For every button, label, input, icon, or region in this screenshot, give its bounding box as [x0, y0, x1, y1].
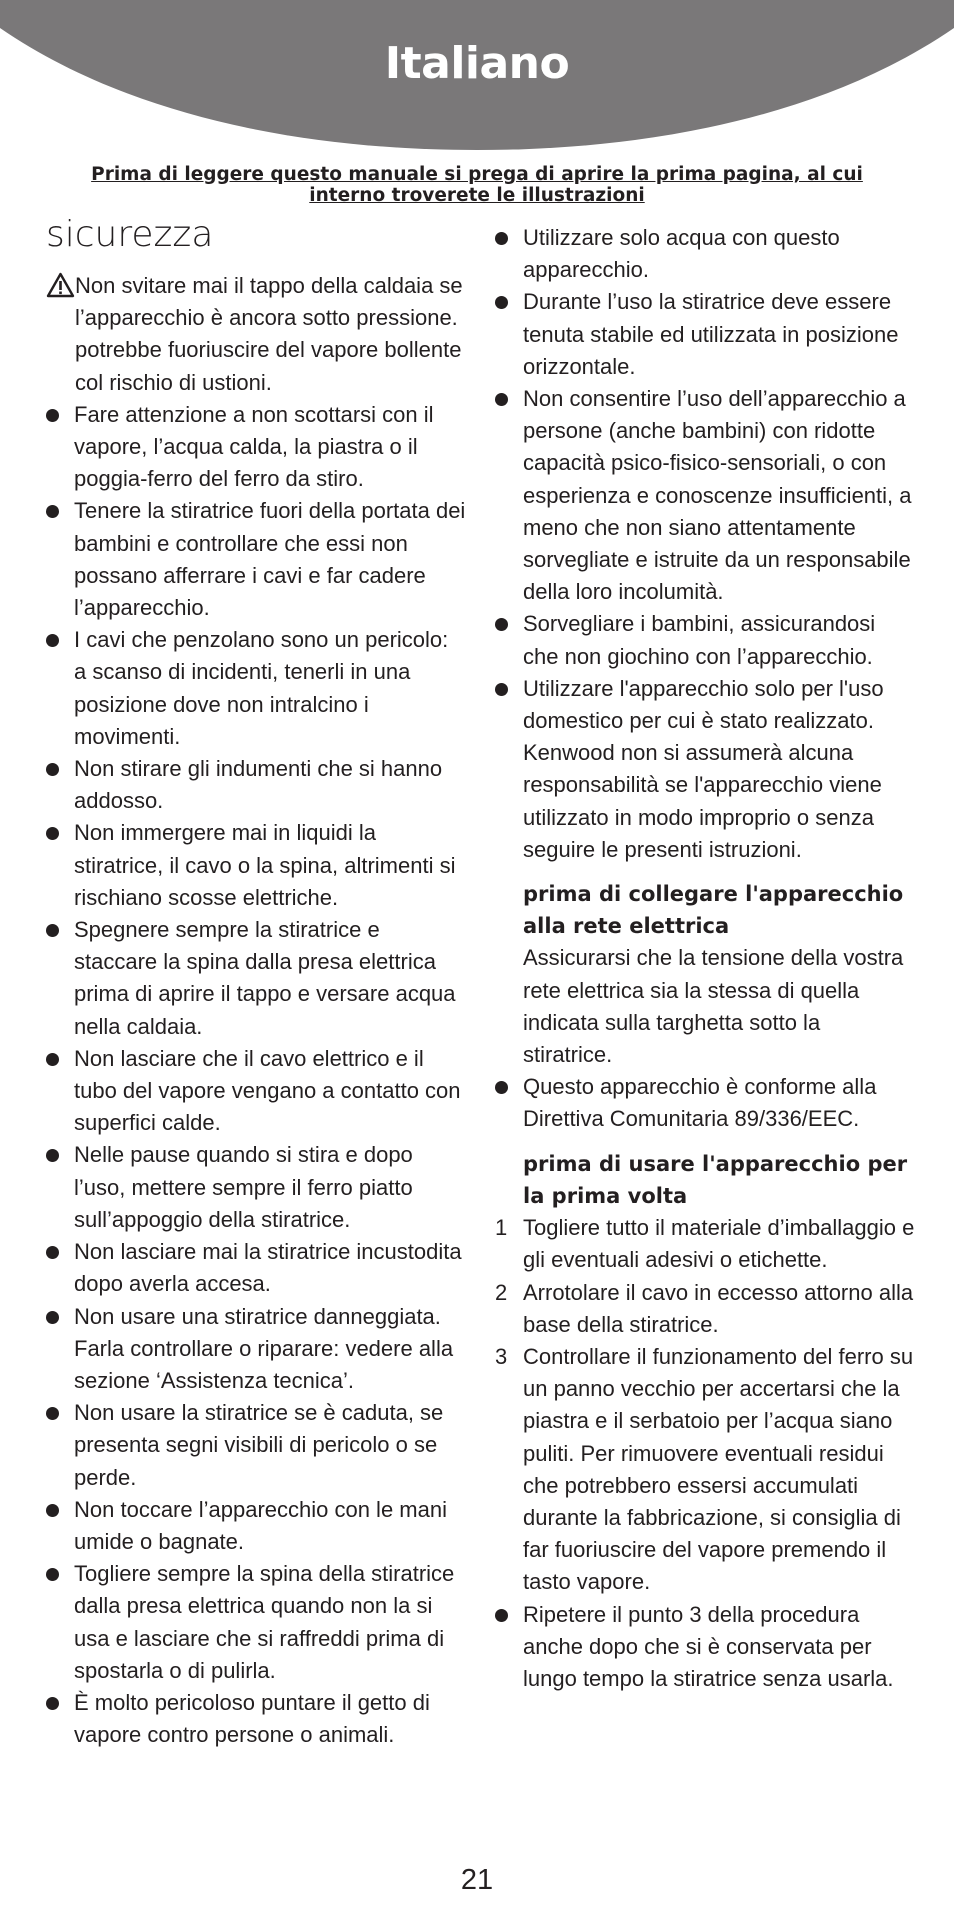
- bullet-dot: [495, 683, 508, 696]
- list-item-text: Togliere sempre la spina della stiratrice dalla presa elettrica quando non la si usa e lasciare che si raffreddi prima di spostarla o di pulirla.: [74, 1561, 455, 1683]
- list-item: [495, 1599, 915, 1696]
- heading-connect: prima di collegare l'apparecchio alla rete elettrica: [523, 882, 904, 939]
- bullet-dot: [495, 1081, 508, 1094]
- bullet-dot: [495, 393, 508, 406]
- list-item: [46, 753, 466, 817]
- list-item-text: Durante l’uso la stiratrice deve essere tenuta stabile ed utilizzata in posizione orizzontale.: [523, 289, 899, 379]
- list-item-text: Non lasciare che il cavo elettrico e il tubo del vapore vengano a contatto con superfici calde.: [74, 1045, 461, 1136]
- bullet-dot: [46, 634, 59, 647]
- step-item: [495, 1277, 915, 1341]
- list-item: [46, 399, 466, 496]
- bullet-dot: [46, 1311, 59, 1324]
- list-item: [46, 1397, 466, 1494]
- list-item-text: I cavi che penzolano sono un pericolo: a scanso di incidenti, tenerli in una posizione dove non intralcino i movimenti.: [74, 627, 449, 749]
- list-item: [495, 608, 915, 672]
- list-item: [46, 914, 466, 1043]
- list-item-text: Non usare la stiratrice se è caduta, se presenta segni visibili di pericolo o se perde.: [74, 1400, 444, 1490]
- bullet-dot: [495, 232, 508, 245]
- bullet-dot: [46, 1697, 59, 1710]
- list-item: [46, 1687, 466, 1751]
- warning-item: [46, 270, 466, 399]
- bullet-dot: [46, 1246, 59, 1259]
- list-item-text: Non usare una stiratrice danneggiata. Farla controllare o riparare: vedere alla sezione ‘Assistenza tecnica’.: [74, 1303, 454, 1393]
- list-item: [46, 1301, 466, 1398]
- list-item: [46, 1236, 466, 1300]
- list-item-text: Non toccare l’apparecchio con le mani umide o bagnate.: [74, 1496, 447, 1554]
- bullet-dot: [46, 1568, 59, 1581]
- list-item-text: È molto pericoloso puntare il getto di vapore contro persone o animali.: [74, 1689, 430, 1748]
- first-use-repeat-text: Ripetere il punto 3 della procedura anche dopo che si è conservata per lungo tempo la stiratrice senza usarla.: [523, 1601, 894, 1691]
- list-item: [495, 383, 915, 608]
- list-item-text: Nelle pause quando si stira e dopo l’uso, mettere sempre il ferro piatto sull’appoggio della stiratrice.: [74, 1142, 413, 1232]
- bullet-dot: [46, 1504, 59, 1517]
- list-item: [495, 222, 915, 286]
- list-item: [46, 1558, 466, 1687]
- step-text: Controllare il funzionamento del ferro su un panno vecchio per accertarsi che la piastra e il serbatoio per l’acqua siano puliti. Per rimuovere eventuali residui che potrebbero essersi accumulati durante la fabbricazione, si consiglia di far fuoriuscire del vapore premendo il tasto vapore.: [523, 1343, 914, 1595]
- list-item-text: Tenere la stiratrice fuori della portata dei bambini e controllare che essi non possano afferrare i cavi e far cadere l’apparecchio.: [74, 498, 466, 621]
- list-item: [46, 1494, 466, 1558]
- heading-first-use: prima di usare l'apparecchio per la prima volta: [523, 1151, 908, 1208]
- bullet-dot: [46, 1053, 59, 1066]
- left-bullet-list: [46, 399, 466, 1752]
- right-column: [495, 222, 915, 1695]
- bullet-dot: [46, 827, 59, 840]
- step-text: Arrotolare il cavo in eccesso attorno alla base della stiratrice.: [523, 1279, 914, 1337]
- list-item-text: Non lasciare mai la stiratrice incustodita dopo averla accesa.: [74, 1239, 462, 1297]
- list-item: [46, 495, 466, 624]
- list-item-text: Non consentire l’uso dell’apparecchio a persone (anche bambini) con ridotte capacità psico-fisico-sensoriali, o con esperienza e conoscenze insufficienti, a meno che non siano attentamente sorvegliate e istruite da un responsabile della loro incolumità.: [523, 386, 912, 605]
- step-number: 3: [495, 1343, 508, 1369]
- list-item-text: Sorvegliare i bambini, assicurandosi che non giochino con l’apparecchio.: [523, 611, 876, 669]
- connect-text: Assicurarsi che la tensione della vostra rete elettrica sia la stessa di quella indicata sulla targhetta sotto la stiratrice.: [523, 945, 904, 1068]
- bullet-dot: [46, 763, 59, 776]
- bullet-dot: [46, 1407, 59, 1420]
- page-title: Italiano: [384, 38, 570, 89]
- section-title-safety: sicurezza: [46, 214, 214, 255]
- illustrations-note: Prima di leggere questo manuale si prega di aprire la prima pagina, al cui interno troverete le illustrazioni: [91, 164, 863, 206]
- step-number: 1: [495, 1215, 508, 1241]
- left-column: [46, 214, 466, 1751]
- connect-conformity-text: Questo apparecchio è conforme alla Direttiva Comunitaria 89/336/EEC.: [523, 1074, 877, 1132]
- step-number: 2: [495, 1279, 508, 1305]
- bullet-dot: [495, 296, 508, 309]
- list-item: [46, 817, 466, 914]
- bullet-dot: [46, 409, 59, 422]
- bullet-dot: [46, 1149, 59, 1162]
- list-item: [46, 624, 466, 753]
- step-item: [495, 1341, 915, 1599]
- right-bullet-list: [495, 222, 915, 866]
- list-item: [495, 673, 915, 866]
- list-item-text: Non immergere mai in liquidi la stiratrice, il cavo o la spina, altrimenti si rischiano scosse elettriche.: [74, 820, 456, 910]
- step-text: Togliere tutto il materiale d’imballaggio e gli eventuali adesivi o etichette.: [523, 1215, 915, 1273]
- bullet-dot: [46, 505, 59, 518]
- bullet-dot: [495, 1609, 508, 1622]
- warning-triangle-icon: [46, 270, 68, 298]
- list-item: [495, 1071, 915, 1135]
- warning-text: Non svitare mai il tappo della caldaia se l’apparecchio è ancora sotto pressione. potrebbe fuoriuscire del vapore bollente col rischio di ustioni.: [75, 273, 463, 395]
- page-number: 21: [460, 1864, 494, 1896]
- list-item-text: Utilizzare solo acqua con questo apparecchio.: [523, 225, 840, 283]
- bullet-dot: [46, 924, 59, 937]
- step-item: [495, 1212, 915, 1276]
- list-item-text: Utilizzare l'apparecchio solo per l'uso domestico per cui è stato realizzato. Kenwood non si assumerà alcuna responsabilità se l'apparecchio viene utilizzato in modo improprio o senza seguire le presenti istruzioni.: [523, 675, 884, 862]
- list-item: [495, 286, 915, 383]
- bullet-dot: [495, 618, 508, 631]
- list-item-text: Non stirare gli indumenti che si hanno addosso.: [74, 756, 443, 814]
- list-item-text: Spegnere sempre la stiratrice e staccare la spina dalla presa elettrica prima di aprire il tappo e versare acqua nella caldaia.: [74, 917, 456, 1039]
- list-item: [46, 1139, 466, 1236]
- first-use-steps: [495, 1212, 915, 1598]
- list-item: [46, 1043, 466, 1140]
- list-item-text: Fare attenzione a non scottarsi con il vapore, l’acqua calda, la piastra o il poggia-ferro del ferro da stiro.: [74, 401, 434, 492]
